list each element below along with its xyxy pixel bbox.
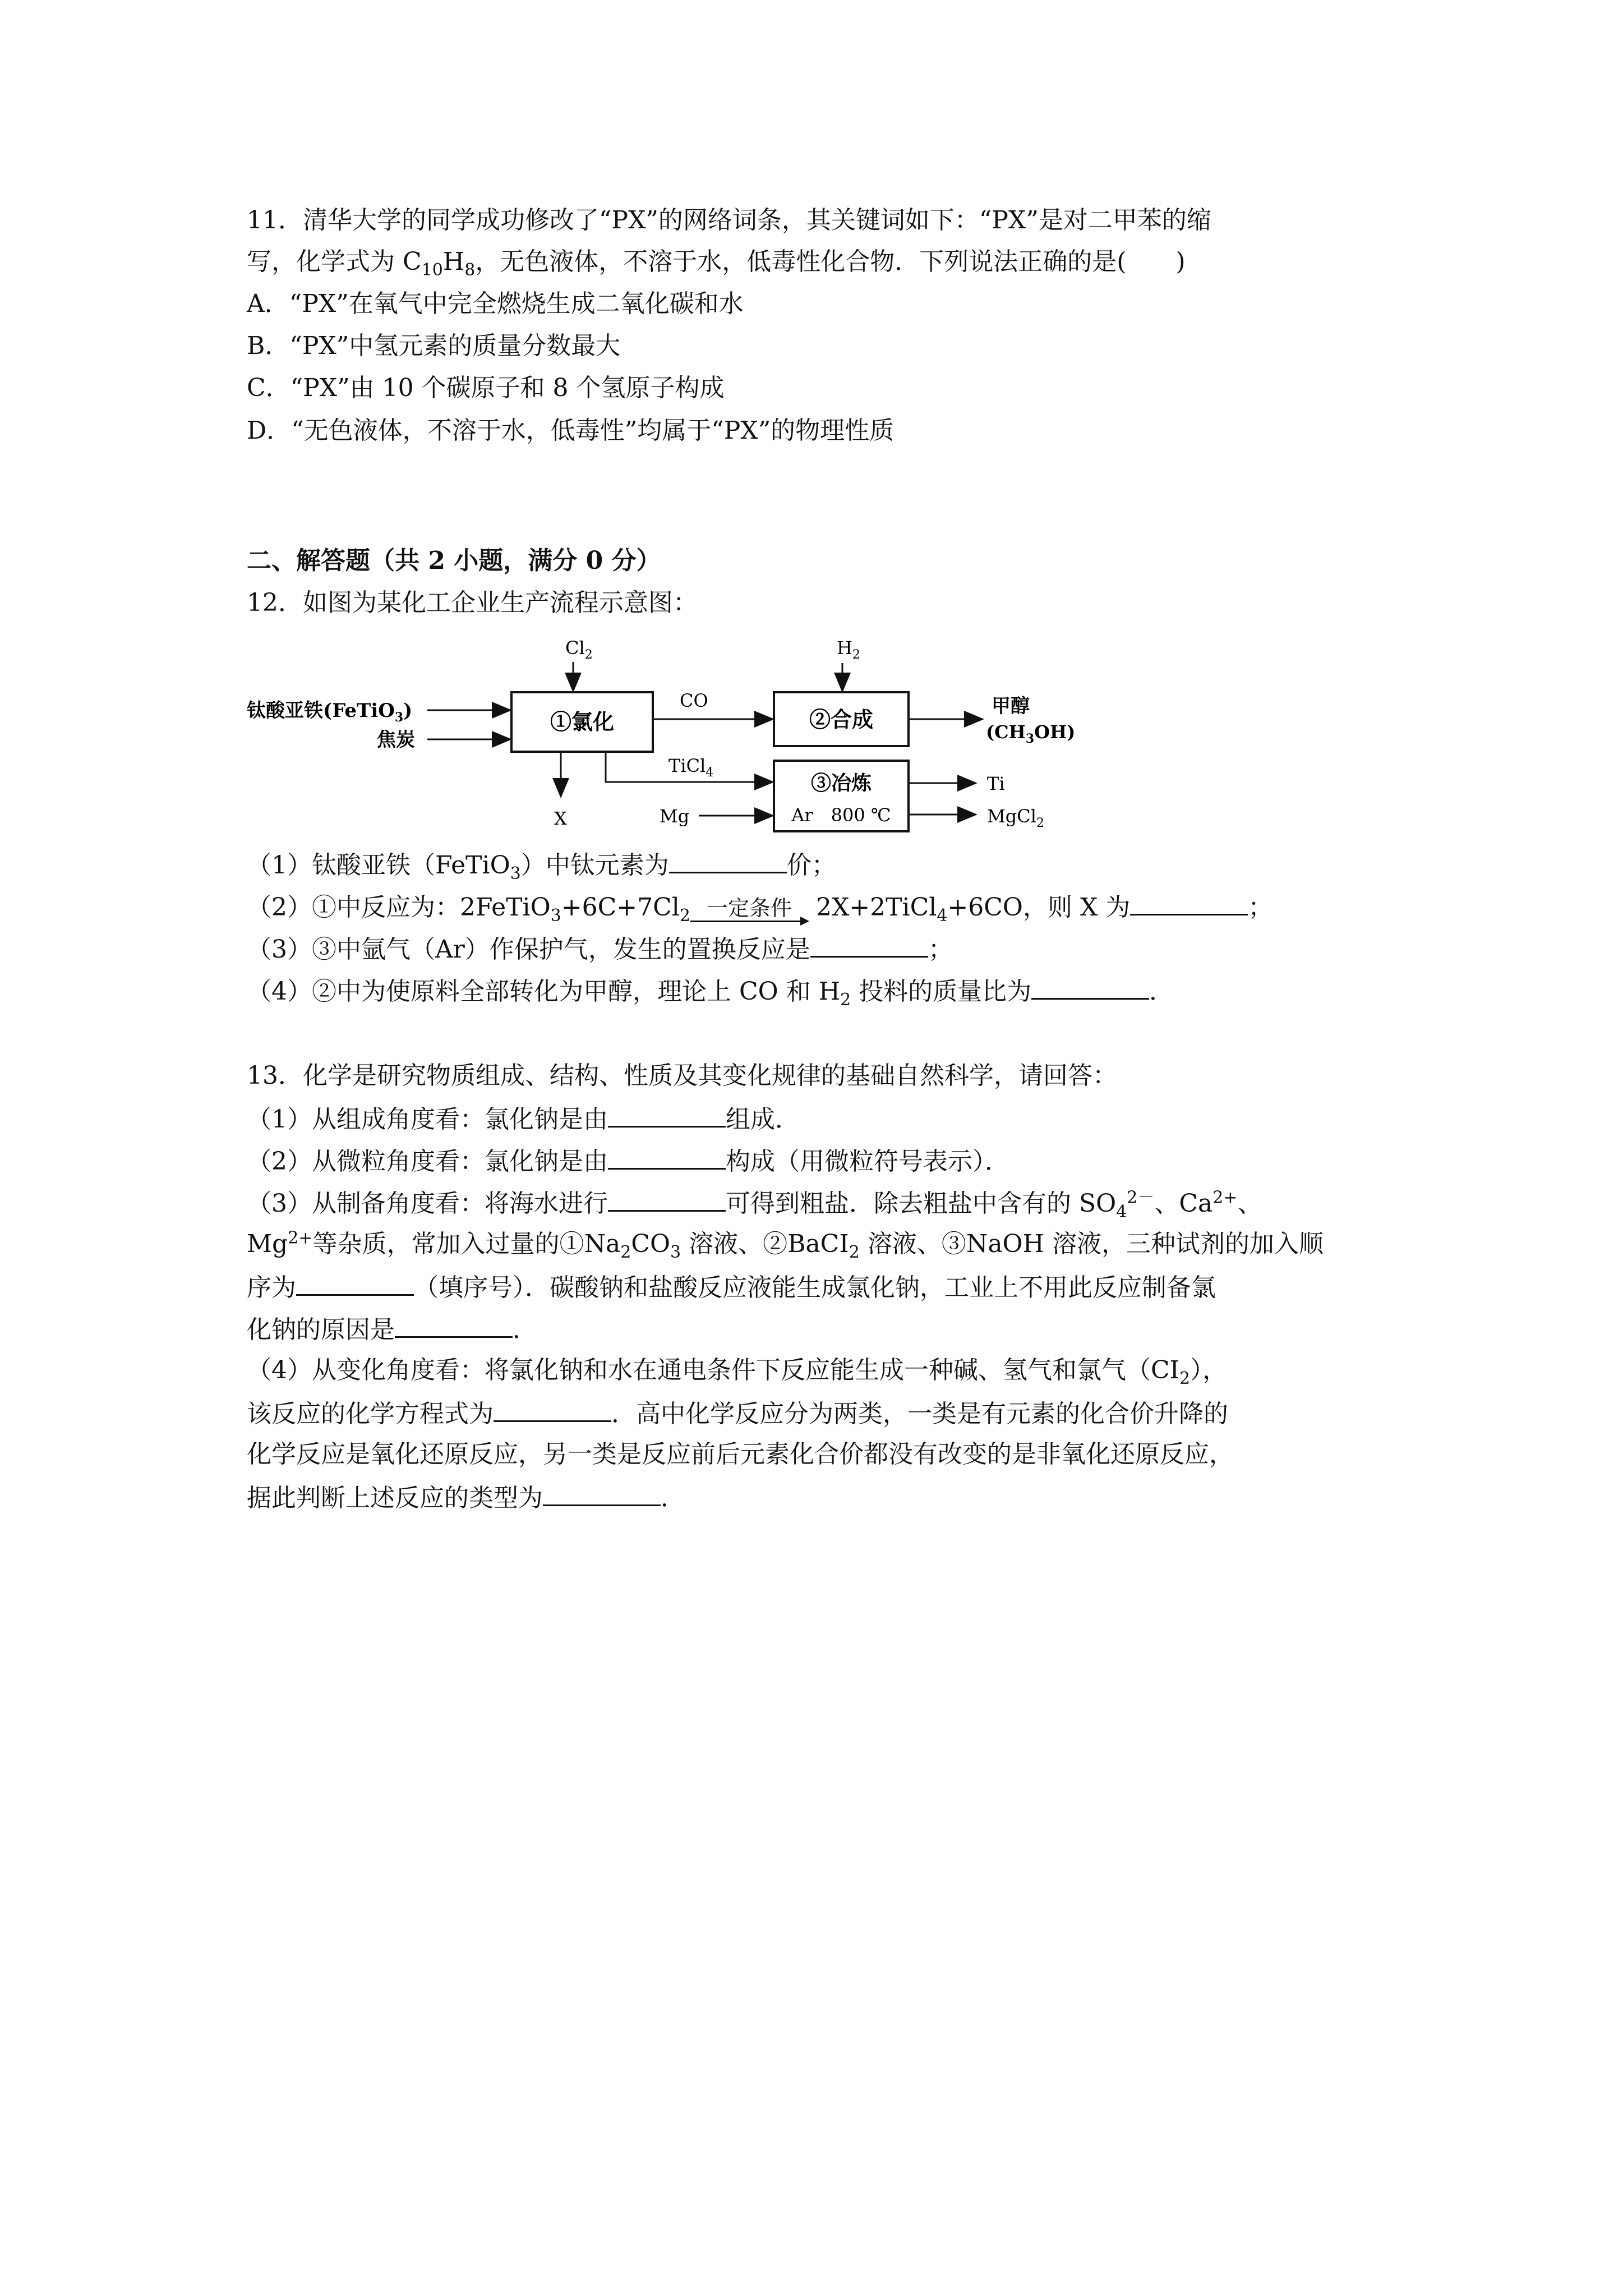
- box-synthesis-label: ②合成: [809, 707, 874, 732]
- q13-part3-line3: 序为 （填序号）．碳酸钠和盐酸反应液能生成氯化钠，工业上不用此反应制备氯: [247, 1269, 1216, 1305]
- q12-stem: 12．如图为某化工企业生产流程示意图：: [247, 588, 698, 617]
- mgcl2-label: MgCl$_2$: [987, 806, 1044, 830]
- answer-blank: [1031, 973, 1149, 1000]
- process-flow-diagram: [247, 628, 1077, 841]
- q11-option-a: A．“PX”在氧气中完全燃烧生成二氧化碳和水: [247, 289, 744, 318]
- q12-part3: （3）③中氩气（Ar）作保护气，发生的置换反应是 ；: [247, 931, 953, 967]
- q13-part3-line2: $Mg^{2+}$等杂质，常加入过量的$①Na_2CO_3$ 溶液、②BaCI$_2$ 溶液、③NaOH 溶液，三种试剂的加入顺: [247, 1228, 1324, 1262]
- ticl4-label: TiCl$_4$: [668, 755, 714, 780]
- reaction-condition-arrow: 一定条件: [690, 897, 808, 922]
- q11-stem-line1: 11．清华大学的同学成功修改了“PX”的网络词条，其关键词如下：“PX”是对二甲苯的缩: [247, 206, 1211, 234]
- answer-blank: [1130, 889, 1248, 915]
- answer-blank: [543, 1480, 661, 1506]
- q11-option-d: D．“无色液体，不溶于水，低毒性”均属于“PX”的物理性质: [247, 416, 895, 445]
- q13-part2: （2）从微粒角度看：氯化钠是由 构成（用微粒符号表示）．: [247, 1143, 1009, 1179]
- q13-part3-line1: （3）从制备角度看：将海水进行 可得到粗盐．除去粗盐中含有的 $SO_4^{2-}$、$Ca^{2+}$、: [247, 1185, 1262, 1221]
- q12-part4: （4）②中为使原料全部转化为甲醇，理论上 CO 和 $H_2$ 投料的质量比为 ．: [247, 973, 1174, 1009]
- box-smelting-condition: Ar 800 ℃: [791, 804, 891, 826]
- answer-blank: [669, 847, 787, 873]
- ti-label: Ti: [987, 773, 1005, 794]
- q12-part1: （1）钛酸亚铁（FeTiO$_3$）中钛元素为 价；: [247, 847, 836, 882]
- answer-blank: [296, 1269, 414, 1296]
- q13-part4-line3: 化学反应是氧化还原反应，另一类是反应前后元素化合价都没有改变的是非氧化还原反应，: [247, 1440, 1234, 1469]
- x-label: X: [554, 808, 567, 829]
- h2-label: $H_2$: [837, 637, 860, 662]
- q13-part4-line4: 据此判断上述反应的类型为 ．: [247, 1480, 685, 1515]
- q13-part1: （1）从组成角度看：氯化钠是由 组成．: [247, 1101, 800, 1137]
- q13-part4-line1: （4）从变化角度看：将氯化钠和水在通电条件下反应能生成一种碱、氢气和氯气$(CI_2)$，: [247, 1356, 1228, 1388]
- answer-blank: [608, 1185, 726, 1212]
- box-smelting-label: ③冶炼: [810, 771, 872, 795]
- cl2-label: $Cl_2$: [565, 637, 593, 662]
- q11-stem-line2: 写，化学式为 $C_{10}H_8$，无色液体，不溶于水，低毒性化合物．下列说法正确的是( ): [247, 247, 1186, 280]
- q11-option-b: B．“PX”中氢元素的质量分数最大: [247, 332, 621, 360]
- input-coke-label: 焦炭: [377, 729, 415, 751]
- q13-part4-line2: 该反应的化学方程式为 ．高中化学反应分为两类，一类是有元素的化合价升降的: [247, 1396, 1228, 1431]
- co-label: CO: [680, 690, 708, 711]
- answer-blank: [608, 1143, 726, 1170]
- answer-blank: [810, 931, 928, 958]
- section-title: 二、解答题（共 2 小题，满分 0 分）: [247, 546, 661, 575]
- q13-part3-line4: 化钠的原因是 ．: [247, 1312, 537, 1347]
- methanol-label: 甲醇: [992, 695, 1030, 717]
- answer-blank: [608, 1101, 726, 1128]
- methanol-formula: $(CH_3OH)$: [986, 721, 1076, 746]
- q11-option-c: C．“PX”由 10 个碳原子和 8 个氢原子构成: [247, 374, 725, 402]
- answer-blank: [494, 1396, 611, 1422]
- box-chlorination-label: ①氯化: [550, 709, 615, 734]
- mg-label: Mg: [660, 806, 690, 827]
- answer-blank: [395, 1312, 513, 1338]
- q12-part2: （2）①中反应为：$2FeTiO_3+6C+7Cl_2$ 一定条件 2X+2TiCl$_4$+6CO，则 X 为 ；: [247, 889, 1272, 924]
- input-fetio3-label: 钛酸亚铁(FeTiO$_3$): [247, 700, 413, 725]
- q13-stem: 13．化学是研究物质组成、结构、性质及其变化规律的基础自然科学，请回答：: [247, 1061, 1117, 1090]
